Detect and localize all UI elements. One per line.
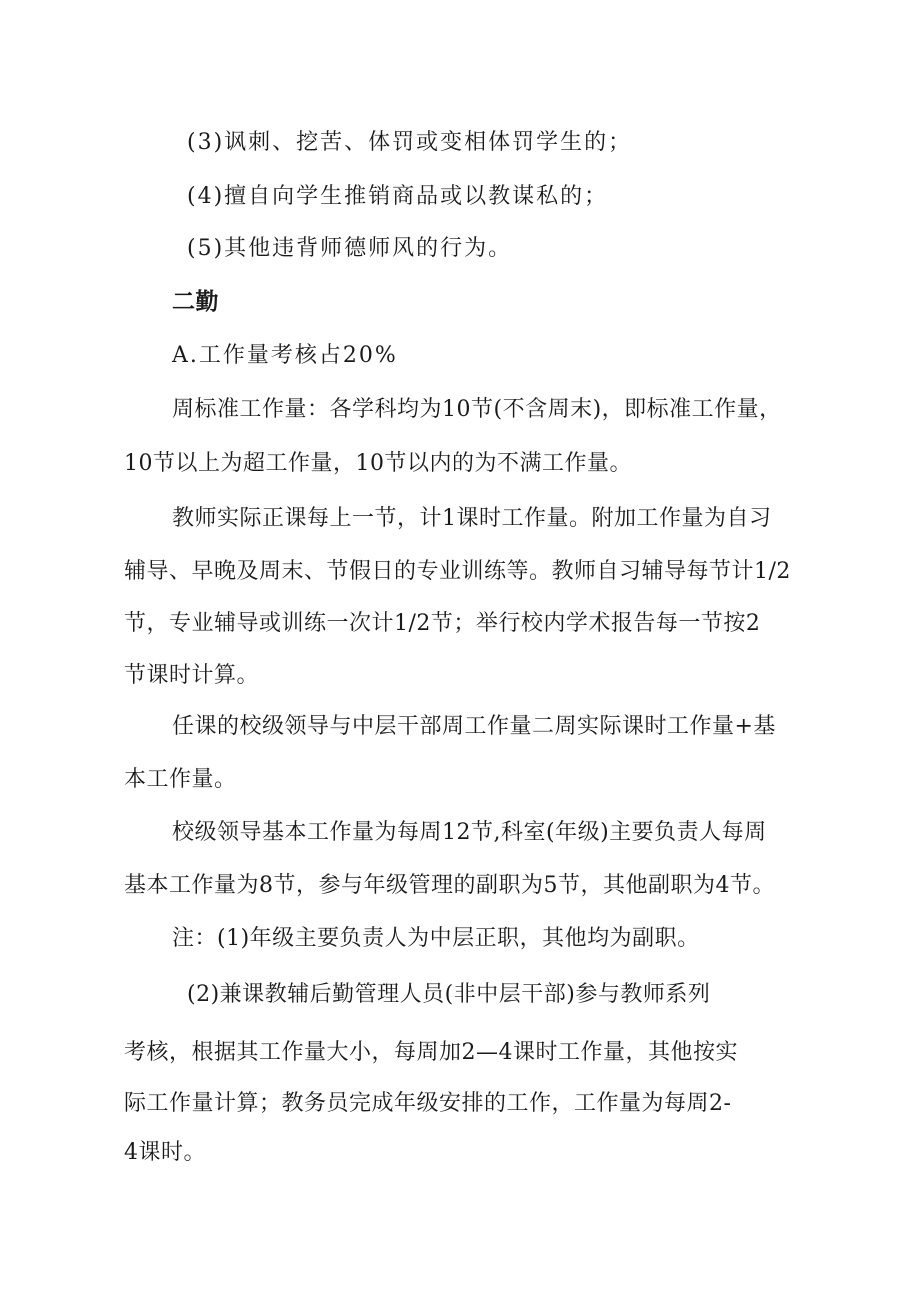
section-subheading: A.工作量考核占20% [172, 343, 398, 368]
paragraph-line: 教师实际正课每上一节，计1课时工作量。附加工作量为自习 [172, 506, 772, 531]
paragraph-line: 10节以上为超工作量，10节以内的为不满工作量。 [124, 451, 632, 476]
paragraph-line: 辅导、早晚及周末、节假日的专业训练等。教师自习辅导每节计1/2 [124, 559, 791, 584]
paragraph-line: 周标准工作量：各学科均为10节(不含周末)，即标准工作量， [172, 397, 782, 422]
section-heading: 二勤 [172, 289, 219, 315]
paragraph-line: 节课时计算。 [124, 663, 260, 688]
list-item: (3)讽刺、挖苦、体罚或变相体罚学生的； [187, 130, 633, 155]
note-line: 4课时。 [124, 1140, 206, 1165]
note-line: (2)兼课教辅后勤管理人员(非中层干部)参与教师系列 [187, 982, 711, 1007]
note-line: 际工作量计算；教务员完成年级安排的工作，工作量为每周2- [124, 1091, 732, 1116]
paragraph-line: 节，专业辅导或训练一次计1/2节；举行校内学术报告每一节按2 [124, 611, 761, 636]
list-item: (5)其他违背师德师风的行为。 [187, 236, 513, 261]
note-line: 考核，根据其工作量大小，每周加2—4课时工作量，其他按实 [124, 1040, 738, 1065]
paragraph-line: 基本工作量为8节，参与年级管理的副职为5节，其他副职为4节。 [124, 873, 775, 898]
list-item: (4)擅自向学生推销商品或以教谋私的； [187, 184, 609, 209]
note-line: 注：(1)年级主要负责人为中层正职，其他均为副职。 [172, 926, 700, 951]
paragraph-line: 本工作量。 [124, 767, 237, 792]
paragraph-line: 校级领导基本工作量为每周12节,科室(年级)主要负责人每周 [172, 820, 767, 845]
paragraph-line: 任课的校级领导与中层干部周工作量二周实际课时工作量+基 [172, 714, 776, 739]
